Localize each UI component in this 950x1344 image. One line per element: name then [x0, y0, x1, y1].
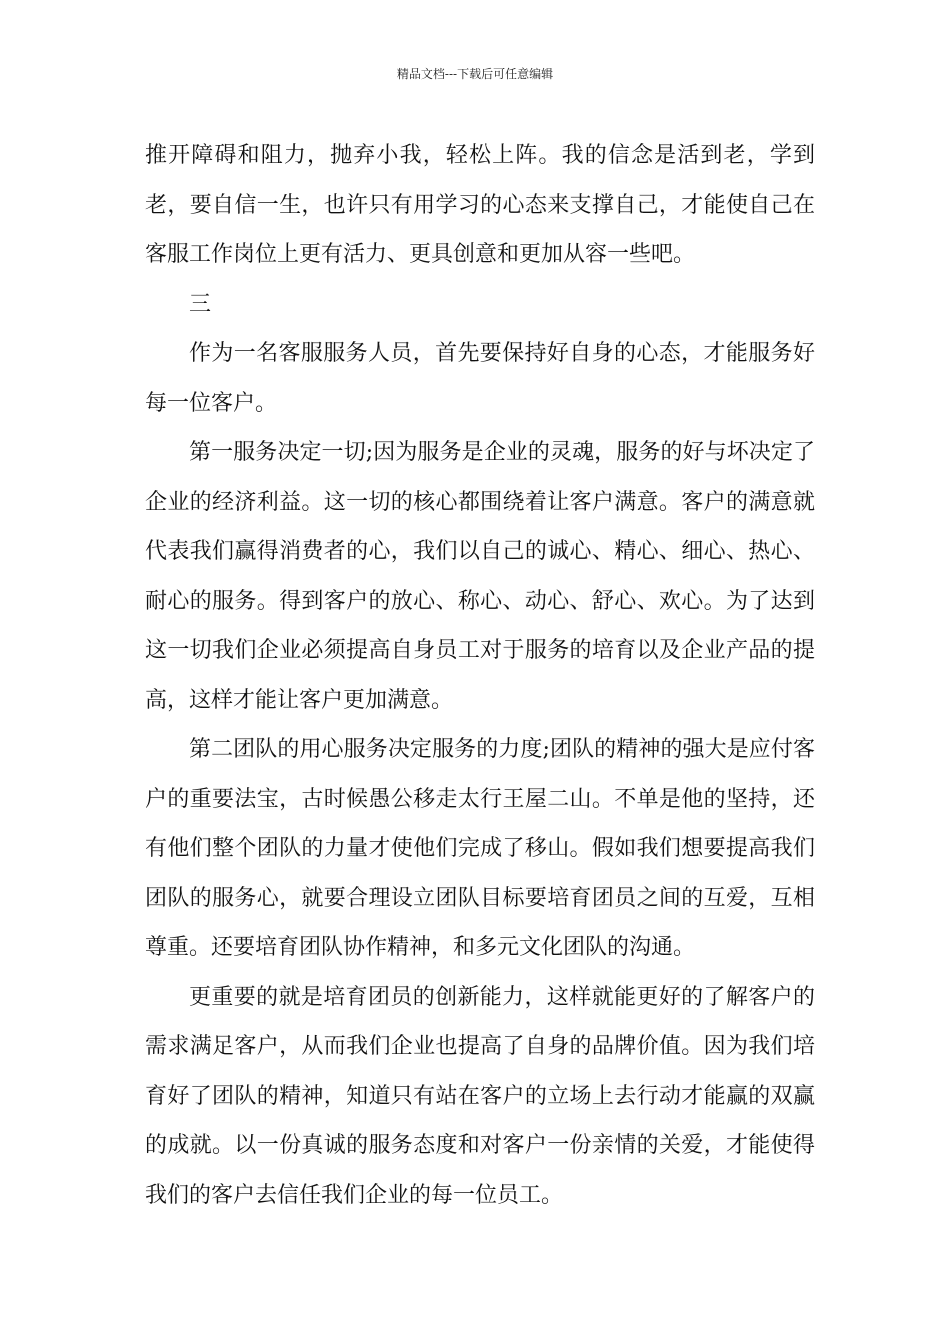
paragraph-intro: 作为一名客服服务人员，首先要保持好自身的心态，才能服务好每一位客户。	[145, 341, 815, 416]
section-number: 三	[189, 291, 212, 317]
paragraph-continuation: 推开障碍和阻力，抛弃小我，轻松上阵。我的信念是活到老，学到老，要自信一生，也许只有用学习的心态来支撑自己，才能使自己在客服工作岗位上更有活力、更具创意和更加从容一些吧。	[145, 143, 815, 267]
document-body	[145, 131, 815, 1220]
page-header: 精品文档---下载后可任意编辑	[396, 67, 554, 81]
paragraph-innovation: 更重要的就是培育团员的创新能力，这样就能更好的了解客户的需求满足客户，从而我们企业也提高了自身的品牌价值。因为我们培育好了团队的精神，知道只有站在客户的立场上去行动才能赢的双赢的成就。以一份真诚的服务态度和对客户一份亲情的关爱，才能使得我们的客户去信任我们企业的每一位员工。	[145, 984, 815, 1208]
paragraph-service: 第一服务决定一切;因为服务是企业的灵魂，服务的好与坏决定了企业的经济利益。这一切的核心都围绕着让客户满意。客户的满意就代表我们赢得消费者的心，我们以自己的诚心、精心、细心、热心、耐心的服务。得到客户的放心、称心、动心、舒心、欢心。为了达到这一切我们企业必须提高自身员工对于服务的培育以及企业产品的提高，这样才能让客户更加满意。	[145, 440, 815, 713]
paragraph-team: 第二团队的用心服务决定服务的力度;团队的精神的强大是应付客户的重要法宝，古时候愚公移走太行王屋二山。不单是他的坚持，还有他们整个团队的力量才使他们完成了移山。假如我们想要提高我们团队的服务心，就要合理设立团队目标要培育团员之间的互爱，互相尊重。还要培育团队协作精神，和多元文化团队的沟通。	[145, 737, 815, 960]
